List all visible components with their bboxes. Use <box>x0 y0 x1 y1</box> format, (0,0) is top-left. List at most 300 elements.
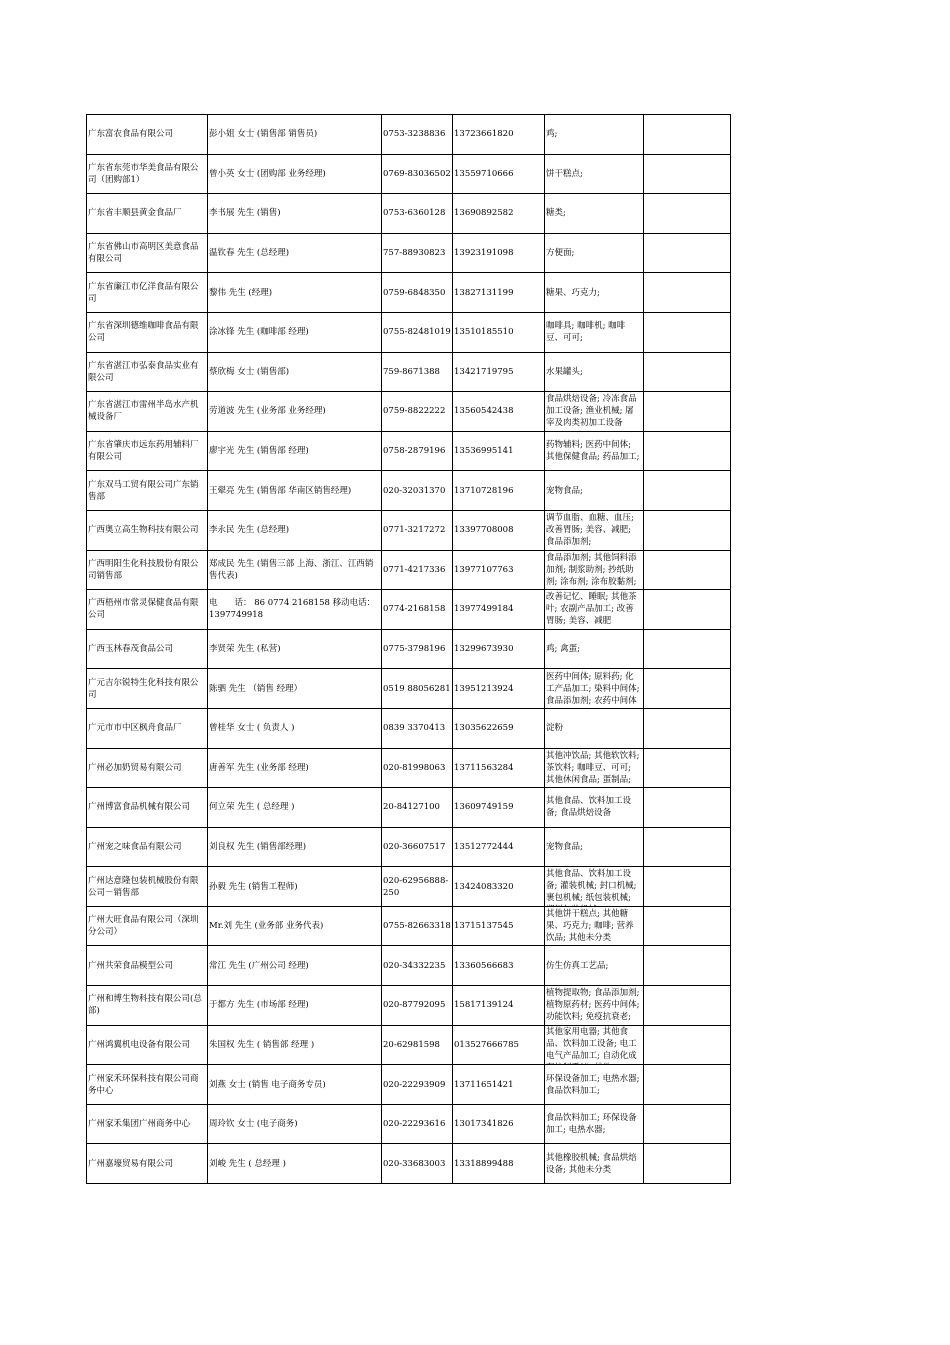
company-cell <box>87 788 208 828</box>
phone-cell <box>382 392 453 432</box>
contact-table <box>86 114 731 1184</box>
products-cell <box>545 550 644 590</box>
company-cell-text: 广东省湛江市雷州半岛水产机械设备厂 <box>88 400 199 423</box>
products-cell-text: 宠物食品; <box>546 485 583 496</box>
company-cell-text: 广东省东莞市华美食品有限公司（团购部1） <box>88 162 199 185</box>
products-cell <box>545 986 644 1026</box>
mobile-cell-text: 13299673930 <box>454 644 514 655</box>
products-cell <box>545 392 644 432</box>
empty-cell <box>644 1025 731 1065</box>
phone-cell-text: 020-22293909 <box>383 1079 446 1090</box>
company-cell-text: 广州宠之味食品有限公司 <box>88 841 182 852</box>
contact-cell-text: 刘峻 先生 ( 总经理 ) <box>209 1158 286 1169</box>
mobile-cell-text: 13424083320 <box>454 881 514 892</box>
table-row <box>87 392 731 432</box>
table-row <box>87 946 731 986</box>
company-cell-text: 广元市市中区枫舟食品厂 <box>88 723 182 734</box>
products-cell-text: 其他家用电器; 其他食品、饮料加工设备; 电工电气产品加工; 自动化成 <box>546 1026 637 1061</box>
mobile-cell <box>453 946 545 986</box>
phone-cell <box>382 233 453 273</box>
mobile-cell-text: 13421719795 <box>454 366 514 377</box>
company-cell-text: 广东省丰顺县黄金食品厂 <box>88 208 182 219</box>
company-cell-text: 广州必加奶贸易有限公司 <box>88 762 182 773</box>
products-cell-text: 其他食品、饮料加工设备; 食品烘焙设备 <box>546 796 632 819</box>
mobile-cell <box>453 590 545 630</box>
contact-cell <box>208 154 382 194</box>
contact-cell-text: 孙毅 先生 (销售工程师) <box>209 881 298 892</box>
contact-cell-text: 李书展 先生 (销售) <box>209 208 281 219</box>
contact-cell <box>208 986 382 1026</box>
mobile-cell <box>453 115 545 155</box>
products-cell-text: 医药中间体; 原料药; 化工产品加工; 染料中间体; 食品添加剂; 农药中间体 <box>546 671 640 706</box>
mobile-cell-text: 13559710666 <box>454 168 514 179</box>
empty-cell <box>644 1065 731 1105</box>
products-cell <box>545 867 644 907</box>
products-cell <box>545 788 644 828</box>
phone-cell <box>382 708 453 748</box>
phone-cell <box>382 510 453 550</box>
products-cell-text: 其他橡胶机械; 食品烘焙设备; 其他未分类 <box>546 1152 637 1175</box>
table-row <box>87 1144 731 1184</box>
empty-cell <box>644 708 731 748</box>
mobile-cell <box>453 906 545 946</box>
contact-cell-text: 曾桂华 女士 ( 负责人 ) <box>209 723 295 734</box>
contact-cell <box>208 1104 382 1144</box>
contact-cell-text: 朱国权 先生 ( 销售部 经理 ) <box>209 1039 315 1050</box>
phone-cell-text: 757-88930823 <box>383 248 446 259</box>
products-cell-text: 咖啡具; 咖啡机; 咖啡豆、可可; <box>546 321 626 344</box>
company-cell <box>87 708 208 748</box>
phone-cell-text: 020-87792095 <box>383 1000 446 1011</box>
phone-cell-text: 0755-82663318 <box>383 921 451 932</box>
mobile-cell-text: 013527666785 <box>454 1039 519 1050</box>
table-row <box>87 510 731 550</box>
mobile-cell-text: 13360566683 <box>454 960 514 971</box>
phone-cell <box>382 312 453 352</box>
company-cell-text: 广州鸿翼机电设备有限公司 <box>88 1039 191 1050</box>
products-cell-text: 环保设备加工; 电热水器; 食品饮料加工; <box>546 1073 640 1096</box>
company-cell-text: 广州博富食品机械有限公司 <box>88 802 191 813</box>
empty-cell <box>644 392 731 432</box>
products-cell-text: 食品烘焙设备; 冷冻食品加工设备; 渔业机械; 屠宰及肉类初加工设备 <box>546 394 637 429</box>
company-cell <box>87 986 208 1026</box>
company-cell-text: 广州和博生物科技有限公司(总部) <box>88 994 202 1017</box>
contact-cell-text: 劳道波 先生 (业务部 业务经理) <box>209 406 326 417</box>
company-cell-text: 广州家禾集团广州商务中心 <box>88 1119 191 1130</box>
company-cell <box>87 748 208 788</box>
products-cell <box>545 471 644 511</box>
table-row <box>87 986 731 1026</box>
table-row <box>87 590 731 630</box>
contact-cell <box>208 946 382 986</box>
company-cell <box>87 590 208 630</box>
empty-cell <box>644 115 731 155</box>
products-cell <box>545 352 644 392</box>
products-cell <box>545 906 644 946</box>
mobile-cell-text: 13609749159 <box>454 802 514 813</box>
mobile-cell <box>453 312 545 352</box>
empty-cell <box>644 312 731 352</box>
phone-cell <box>382 1025 453 1065</box>
mobile-cell <box>453 392 545 432</box>
empty-cell <box>644 273 731 313</box>
contact-cell <box>208 550 382 590</box>
contact-cell-text: 刘燕 女士 (销售 电子商务专员) <box>209 1079 326 1090</box>
phone-cell <box>382 550 453 590</box>
company-cell <box>87 629 208 669</box>
company-cell-text: 广东省廉江市亿洋食品有限公司 <box>88 281 199 304</box>
phone-cell <box>382 946 453 986</box>
contact-cell <box>208 1065 382 1105</box>
phone-cell-text: 0759-6848350 <box>383 287 446 298</box>
phone-cell-text: 0775-3798196 <box>383 644 446 655</box>
mobile-cell <box>453 154 545 194</box>
phone-cell <box>382 194 453 234</box>
empty-cell <box>644 827 731 867</box>
mobile-cell-text: 13318899488 <box>454 1158 514 1169</box>
mobile-cell-text: 13512772444 <box>454 841 514 852</box>
contact-cell-text: 陈驷 先生 （销售 经理） <box>209 683 303 694</box>
phone-cell <box>382 431 453 471</box>
mobile-cell-text: 13035622659 <box>454 723 514 734</box>
company-cell-text: 广州共荣食品模型公司 <box>88 960 174 971</box>
products-cell <box>545 312 644 352</box>
products-cell <box>545 946 644 986</box>
phone-cell <box>382 273 453 313</box>
contact-cell <box>208 1025 382 1065</box>
company-cell-text: 广东富农食品有限公司 <box>88 129 174 140</box>
phone-cell-text: 0753-6360128 <box>383 208 446 219</box>
company-cell-text: 广州达意隆包装机械股份有限公司－销售部 <box>88 875 199 898</box>
table-row <box>87 1104 731 1144</box>
table-row <box>87 867 731 907</box>
company-cell <box>87 115 208 155</box>
company-cell <box>87 1144 208 1184</box>
phone-cell <box>382 788 453 828</box>
contact-cell-text: 曾小英 女士 (团购部 业务经理) <box>209 168 326 179</box>
mobile-cell-text: 13977499184 <box>454 604 514 615</box>
phone-cell <box>382 748 453 788</box>
table-row <box>87 352 731 392</box>
phone-cell <box>382 1144 453 1184</box>
phone-cell-text: 0771-4217336 <box>383 564 446 575</box>
company-cell <box>87 154 208 194</box>
products-cell-text: 糖类; <box>546 208 566 219</box>
contact-table-body <box>87 115 731 1184</box>
mobile-cell-text: 13723661820 <box>454 129 514 140</box>
company-cell-text: 广西玉林春茂食品公司 <box>88 644 174 655</box>
table-row <box>87 273 731 313</box>
phone-cell-text: 020-32031370 <box>383 485 446 496</box>
phone-cell-text: 20-62981598 <box>383 1039 440 1050</box>
mobile-cell <box>453 788 545 828</box>
empty-cell <box>644 352 731 392</box>
mobile-cell <box>453 550 545 590</box>
phone-cell <box>382 154 453 194</box>
products-cell <box>545 1065 644 1105</box>
products-cell-text: 淀粉 <box>546 723 564 734</box>
phone-cell-text: 020-22293616 <box>383 1119 446 1130</box>
phone-cell-text: 020-33683003 <box>383 1158 446 1169</box>
phone-cell-text: 020-34332235 <box>383 960 446 971</box>
table-row <box>87 748 731 788</box>
company-cell <box>87 1025 208 1065</box>
mobile-cell-text: 13923191098 <box>454 248 514 259</box>
table-row <box>87 906 731 946</box>
phone-cell <box>382 827 453 867</box>
phone-cell <box>382 906 453 946</box>
empty-cell <box>644 946 731 986</box>
phone-cell-text: 0839 3370413 <box>383 723 446 734</box>
contact-cell <box>208 669 382 709</box>
products-cell <box>545 431 644 471</box>
contact-cell-text: 蔡欣梅 女士 (销售部) <box>209 366 290 377</box>
products-cell <box>545 590 644 630</box>
table-row <box>87 154 731 194</box>
mobile-cell-text: 13690892582 <box>454 208 514 219</box>
mobile-cell <box>453 748 545 788</box>
empty-cell <box>644 867 731 907</box>
mobile-cell <box>453 708 545 748</box>
table-row <box>87 194 731 234</box>
company-cell <box>87 273 208 313</box>
phone-cell <box>382 867 453 907</box>
contact-cell <box>208 788 382 828</box>
products-cell <box>545 115 644 155</box>
empty-cell <box>644 1104 731 1144</box>
contact-cell <box>208 352 382 392</box>
products-cell-text: 仿生仿真工艺品; <box>546 960 609 971</box>
phone-cell-text: 0769-83036502 <box>383 168 451 179</box>
company-cell <box>87 906 208 946</box>
contact-cell-text: 郑成民 先生 (销售三部 上海、浙江、江西销售代表) <box>209 558 374 581</box>
company-cell <box>87 510 208 550</box>
mobile-cell <box>453 233 545 273</box>
phone-cell-text: 0759-8822222 <box>383 406 446 417</box>
products-cell <box>545 233 644 273</box>
mobile-cell <box>453 867 545 907</box>
table-row <box>87 115 731 155</box>
table-row <box>87 1065 731 1105</box>
company-cell <box>87 233 208 273</box>
products-cell <box>545 273 644 313</box>
products-cell <box>545 629 644 669</box>
contact-cell <box>208 590 382 630</box>
table-row <box>87 708 731 748</box>
contact-cell-text: 李贤荣 先生 (私营) <box>209 644 281 655</box>
contact-cell-text: 唐善军 先生 (业务部 经理) <box>209 762 309 773</box>
empty-cell <box>644 906 731 946</box>
empty-cell <box>644 629 731 669</box>
company-cell <box>87 827 208 867</box>
contact-cell <box>208 510 382 550</box>
mobile-cell <box>453 669 545 709</box>
products-cell <box>545 194 644 234</box>
company-cell <box>87 392 208 432</box>
company-cell-text: 广州嘉壕贸易有限公司 <box>88 1158 174 1169</box>
mobile-cell-text: 13560542438 <box>454 406 514 417</box>
mobile-cell <box>453 1104 545 1144</box>
phone-cell <box>382 471 453 511</box>
company-cell-text: 广东省肇庆市远东药用辅料厂有限公司 <box>88 440 199 463</box>
empty-cell <box>644 154 731 194</box>
company-cell <box>87 312 208 352</box>
products-cell-text: 鸡; <box>546 129 558 140</box>
contact-cell <box>208 471 382 511</box>
mobile-cell-text: 13710728196 <box>454 485 514 496</box>
table-row <box>87 431 731 471</box>
phone-cell-text: 020-81998063 <box>383 762 446 773</box>
company-cell-text: 广东省深圳德维咖啡食品有限公司 <box>88 321 199 344</box>
empty-cell <box>644 788 731 828</box>
products-cell-text: 药物辅料; 医药中间体; 其他保健食品; 药品加工; <box>546 440 640 463</box>
mobile-cell-text: 13397708008 <box>454 525 514 536</box>
phone-cell <box>382 669 453 709</box>
company-cell-text: 广元吉尔锐特生化科技有限公司 <box>88 677 199 700</box>
company-cell-text: 广东省湛江市弘泰食品实业有限公司 <box>88 360 199 383</box>
products-cell <box>545 1025 644 1065</box>
products-cell-text: 方便面; <box>546 248 575 259</box>
company-cell-text: 广西明阳生化科技股份有限公司销售部 <box>88 558 199 581</box>
mobile-cell <box>453 194 545 234</box>
contact-cell-text: 温钦春 先生 (总经理) <box>209 248 290 259</box>
phone-cell <box>382 1065 453 1105</box>
empty-cell <box>644 748 731 788</box>
contact-cell-text: 周玲钦 女士 (电子商务) <box>209 1119 298 1130</box>
contact-cell-text: 刘良权 先生 (销售部经理) <box>209 841 307 852</box>
company-cell <box>87 1104 208 1144</box>
mobile-cell-text: 13711651421 <box>454 1079 514 1090</box>
products-cell <box>545 1144 644 1184</box>
contact-cell <box>208 827 382 867</box>
mobile-cell <box>453 471 545 511</box>
products-cell-text: 饼干糕点; <box>546 168 583 179</box>
company-cell <box>87 431 208 471</box>
contact-cell-text: 涂冰锋 先生 (咖啡部 经理) <box>209 327 309 338</box>
table-row <box>87 629 731 669</box>
products-cell <box>545 1104 644 1144</box>
products-cell <box>545 708 644 748</box>
products-cell-text: 其他冲饮品; 其他软饮料; 茶饮料; 咖啡豆、可可; 其他休闲食品; 蛋制品; <box>546 750 640 785</box>
mobile-cell <box>453 986 545 1026</box>
contact-cell <box>208 629 382 669</box>
empty-cell <box>644 550 731 590</box>
table-row <box>87 788 731 828</box>
products-cell-text: 鸡; 禽蛋; <box>546 644 580 655</box>
contact-cell-text: 彭小姐 女士 (销售部 销售员) <box>209 129 318 140</box>
mobile-cell-text: 13715137545 <box>454 921 514 932</box>
products-cell <box>545 827 644 867</box>
products-cell-text: 水果罐头; <box>546 366 583 377</box>
phone-cell <box>382 1104 453 1144</box>
products-cell-text: 改善记忆、睡眠; 其他茶叶; 农副产品加工; 改善胃肠; 美容、减肥 <box>546 592 637 627</box>
phone-cell-text: 0755-82481019 <box>383 327 451 338</box>
contact-cell <box>208 392 382 432</box>
company-cell <box>87 867 208 907</box>
table-row <box>87 471 731 511</box>
contact-cell-text: 廖宇光 先生 (销售部 经理) <box>209 446 309 457</box>
company-cell <box>87 194 208 234</box>
contact-cell-text: 常江 先生 (广州公司 经理) <box>209 960 309 971</box>
contact-cell-text: Mr.刘 先生 (业务部 业务代表) <box>209 921 324 932</box>
products-cell-text: 宠物食品; <box>546 841 583 852</box>
contact-cell-text: 黎伟 先生 (经理) <box>209 287 273 298</box>
empty-cell <box>644 510 731 550</box>
mobile-cell <box>453 1065 545 1105</box>
company-cell-text: 广州家禾环保科技有限公司商务中心 <box>88 1073 199 1096</box>
company-cell <box>87 1065 208 1105</box>
contact-cell-text: 于都方 先生 (市场部 经理) <box>209 1000 309 1011</box>
mobile-cell-text: 15817139124 <box>454 1000 514 1011</box>
phone-cell-text: 020-62956888-250 <box>383 875 449 898</box>
products-cell-text: 食品添加剂; 其他饲料添加剂; 制浆助剂; 抄纸助剂; 涂布剂; 涂布胶黏剂; <box>546 552 637 587</box>
company-cell-text: 广东省佛山市高明区美意食品有限公司 <box>88 242 199 265</box>
mobile-cell <box>453 629 545 669</box>
mobile-cell <box>453 1025 545 1065</box>
empty-cell <box>644 194 731 234</box>
mobile-cell-text: 13536995141 <box>454 446 514 457</box>
contact-cell-text: 王翚亮 先生 (销售部 华南区销售经理) <box>209 485 352 496</box>
mobile-cell <box>453 352 545 392</box>
mobile-cell-text: 13827131199 <box>454 287 514 298</box>
table-row <box>87 827 731 867</box>
mobile-cell-text: 13510185510 <box>454 327 514 338</box>
contact-cell <box>208 194 382 234</box>
table-row <box>87 550 731 590</box>
empty-cell <box>644 233 731 273</box>
empty-cell <box>644 1144 731 1184</box>
phone-cell <box>382 115 453 155</box>
phone-cell-text: 20-84127100 <box>383 802 440 813</box>
empty-cell <box>644 669 731 709</box>
products-cell-text: 糖果、巧克力; <box>546 287 600 298</box>
company-cell-text: 广州大旺食品有限公司（深圳分公司） <box>88 915 199 938</box>
company-cell <box>87 550 208 590</box>
contact-cell <box>208 431 382 471</box>
contact-cell <box>208 867 382 907</box>
phone-cell <box>382 986 453 1026</box>
empty-cell <box>644 471 731 511</box>
phone-cell-text: 0519 88056281 <box>383 683 451 694</box>
mobile-cell-text: 13711563284 <box>454 762 514 773</box>
phone-cell <box>382 590 453 630</box>
mobile-cell <box>453 1144 545 1184</box>
empty-cell <box>644 590 731 630</box>
contact-cell <box>208 708 382 748</box>
phone-cell <box>382 352 453 392</box>
table-row <box>87 1025 731 1065</box>
company-cell-text: 广西梧州市常灵保健食品有限公司 <box>88 598 199 621</box>
company-cell-text: 广东双马工贸有限公司广东销售部 <box>88 479 199 502</box>
products-cell-text: 植物提取物; 食品添加剂; 植物原药材; 医药中间体; 功能饮料; 免疫抗衰老; <box>546 988 640 1023</box>
company-cell-text: 广西奥立高生物科技有限公司 <box>88 525 199 536</box>
mobile-cell <box>453 431 545 471</box>
contact-cell-text: 何立荣 先生 ( 总经理 ) <box>209 802 295 813</box>
empty-cell <box>644 431 731 471</box>
company-cell <box>87 946 208 986</box>
phone-cell-text: 0758-2879196 <box>383 446 446 457</box>
table-row <box>87 312 731 352</box>
products-cell-text: 其他饼干糕点; 其他糖果、巧克力; 咖啡; 营养饮品; 其他未分类 <box>546 909 634 944</box>
contact-cell-text: 电 话： 86 0774 2168158 移动电话：1397749918 <box>209 598 376 621</box>
mobile-cell <box>453 510 545 550</box>
contact-cell <box>208 273 382 313</box>
table-row <box>87 233 731 273</box>
mobile-cell-text: 13017341826 <box>454 1119 514 1130</box>
contact-cell <box>208 233 382 273</box>
table-row <box>87 669 731 709</box>
mobile-cell <box>453 827 545 867</box>
